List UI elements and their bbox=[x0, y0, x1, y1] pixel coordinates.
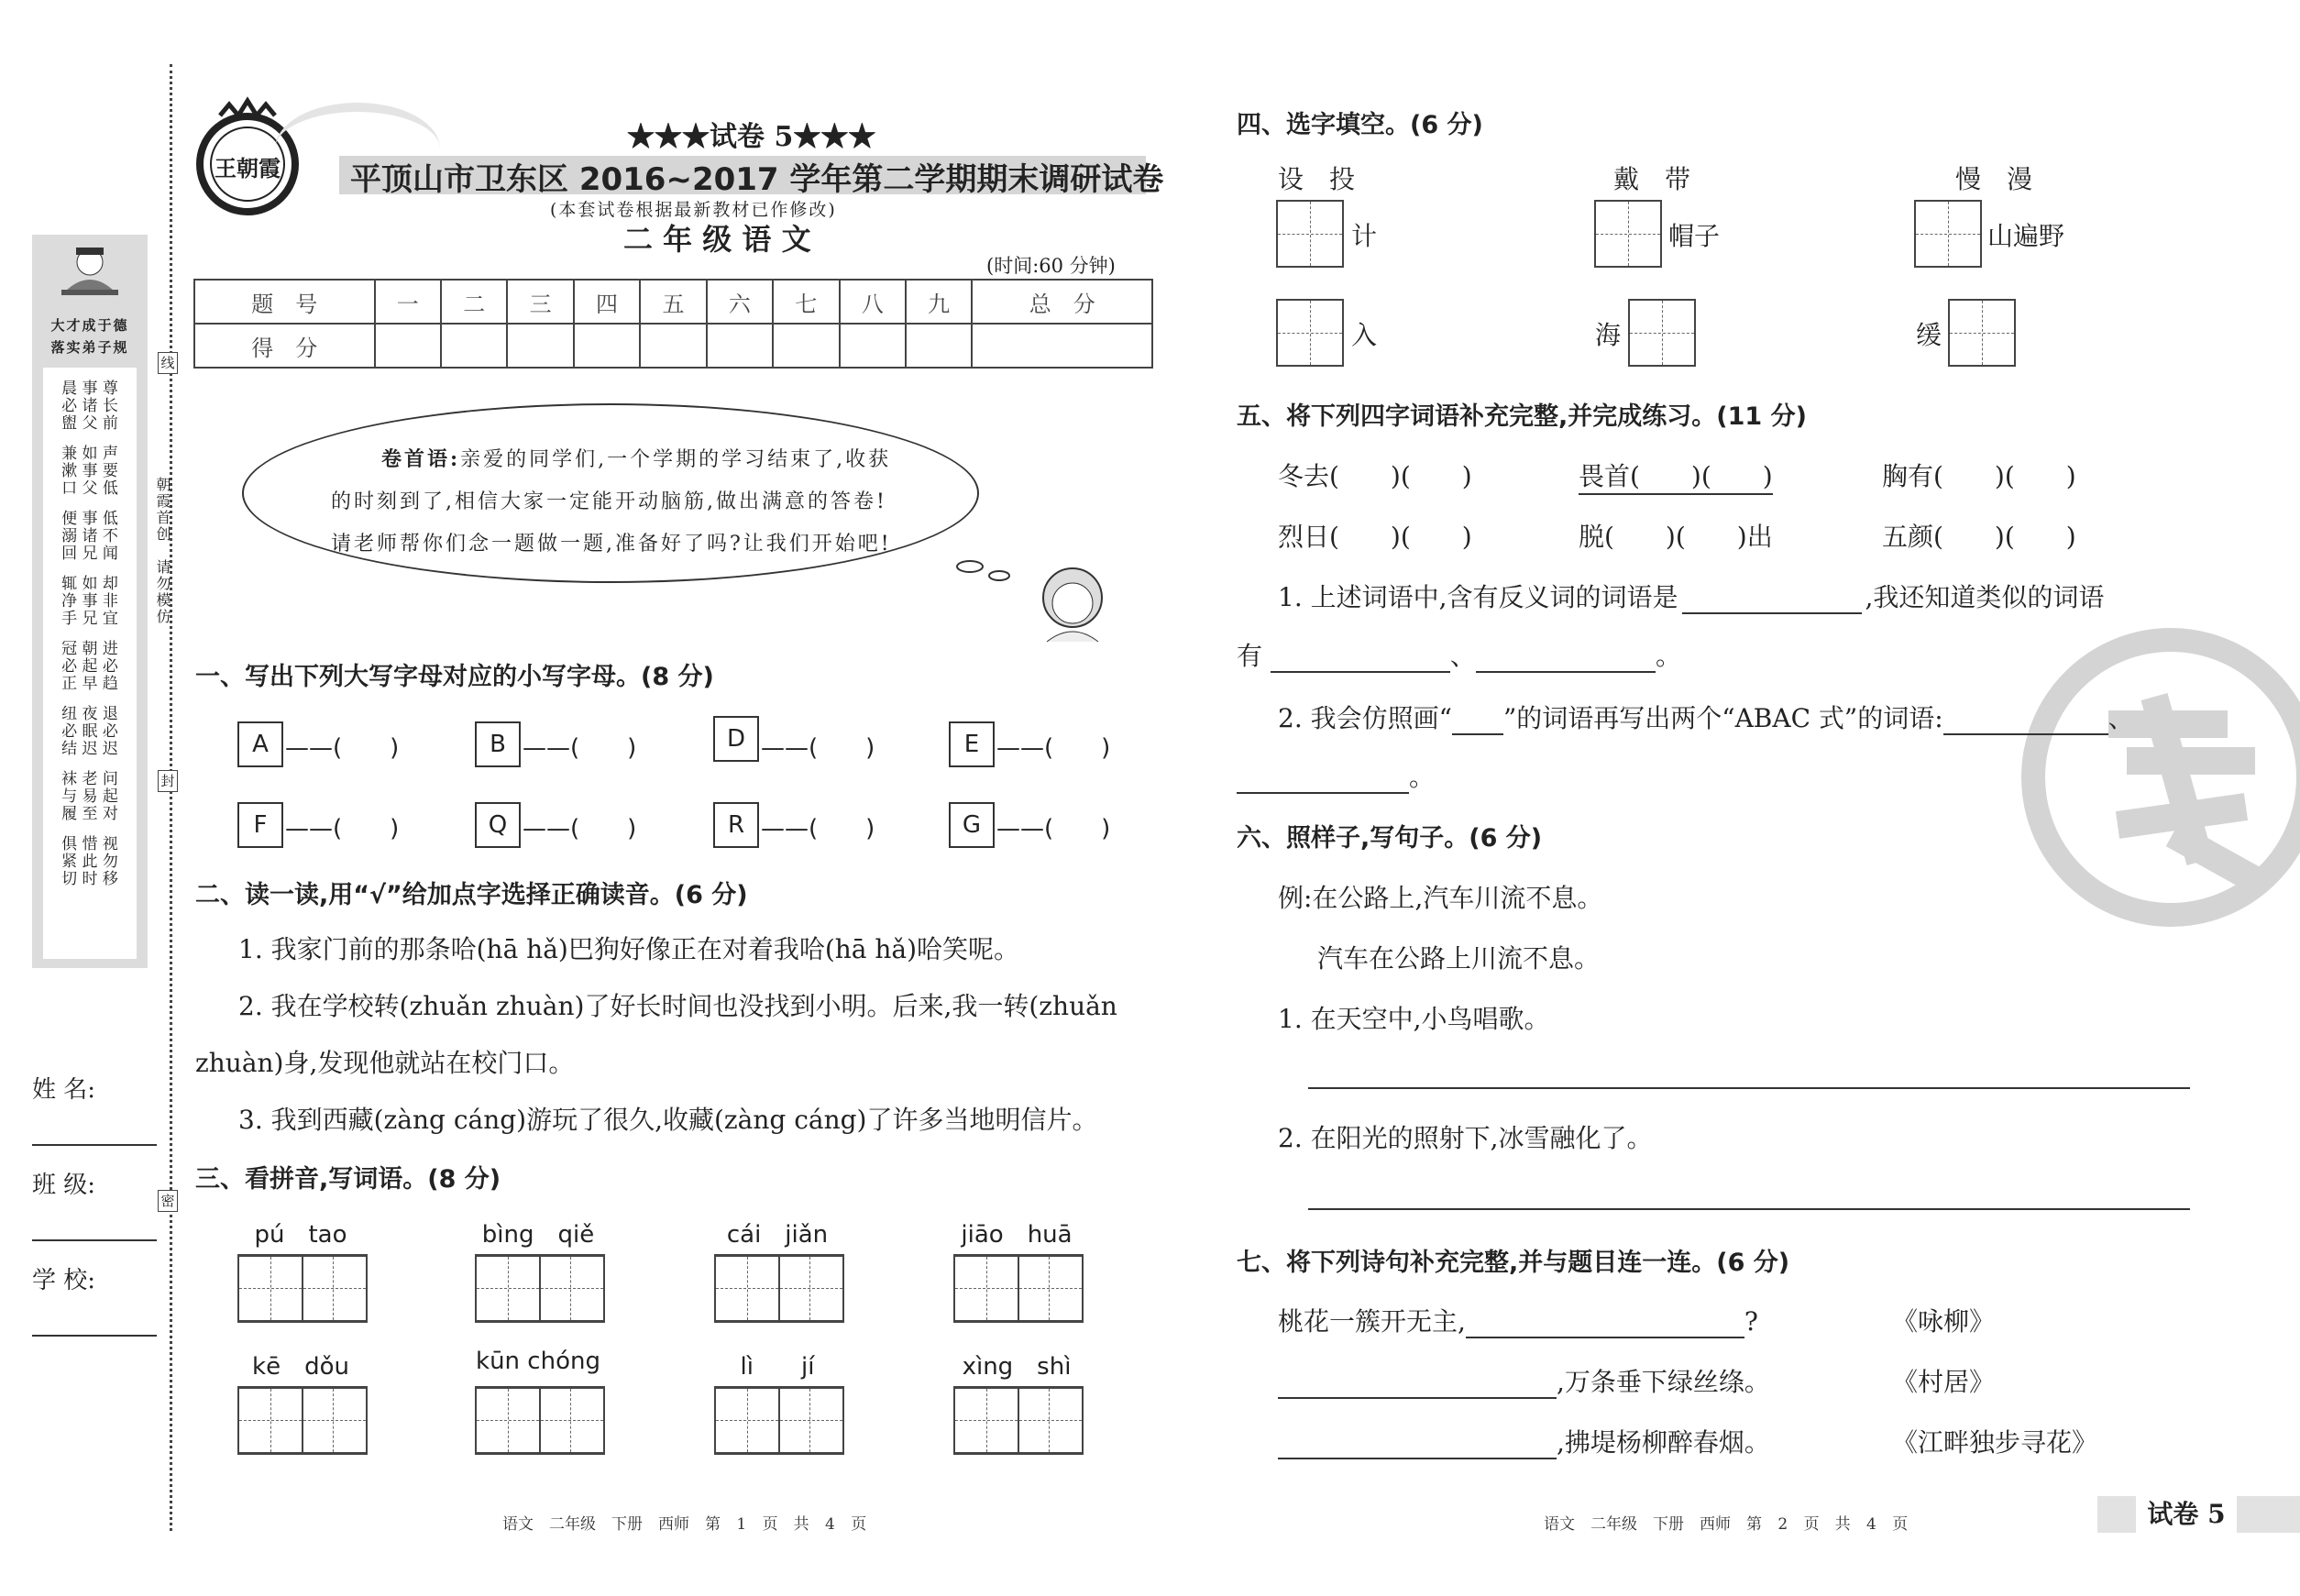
answer-blank[interactable] bbox=[1682, 582, 1862, 614]
poem-line: 纽 夜 退 bbox=[61, 705, 118, 723]
q6-example-answer: 汽车在公路上川流不息。 bbox=[1317, 943, 1601, 974]
q5-part-1-cont: 有 、 。 bbox=[1237, 641, 1681, 671]
series-label: ★★★试卷 5★★★ bbox=[627, 121, 876, 153]
watermark-seal-icon bbox=[2017, 623, 2300, 935]
poem-block bbox=[43, 380, 137, 433]
q5-p1-text: 1. 上述词语中,含有反义词的词语是 bbox=[1278, 582, 1678, 612]
poem-line: 切 时 移 bbox=[61, 870, 118, 888]
capital-letter-box: G bbox=[949, 802, 995, 848]
poem-block bbox=[43, 576, 137, 628]
score-header-cell: 二 bbox=[441, 280, 507, 324]
class-field[interactable] bbox=[32, 1239, 157, 1241]
capital-letter-box: B bbox=[475, 721, 521, 767]
capital-letter-box: D bbox=[713, 716, 759, 762]
answer-blank[interactable] bbox=[1278, 1367, 1557, 1399]
q2-sentence-2b: zhuàn)身,发现他就站在校门口。 bbox=[195, 1048, 575, 1078]
poem-line: 溺 诸 不 bbox=[61, 527, 118, 545]
pinyin-label: jiāo huā bbox=[961, 1221, 1073, 1249]
poem-line: 回 兄 闻 bbox=[61, 545, 118, 563]
school-label: 学 校: bbox=[32, 1267, 96, 1294]
poem-line: 晨 事 尊 bbox=[61, 380, 118, 398]
q6-sentence-1: 1. 在天空中,小鸟唱歌。 bbox=[1278, 1004, 1550, 1034]
score-header-row bbox=[194, 280, 1152, 324]
score-header-cell: 题 号 bbox=[194, 280, 375, 324]
q6-example: 例:在公路上,汽车川流不息。 bbox=[1278, 883, 1603, 913]
q2-sentence-1: 1. 我家门前的那条哈(hā hǎ)巴狗好像正在对着我哈(hā hǎ)哈笑呢。 bbox=[238, 934, 1020, 964]
capital-letter-box: E bbox=[949, 721, 995, 767]
poem-line: 袜 老 问 bbox=[61, 770, 118, 788]
q5-idiom: 脱( )( )出 bbox=[1579, 522, 1773, 552]
score-cell[interactable] bbox=[972, 324, 1152, 368]
lowercase-answer-blank[interactable]: ——( ) bbox=[761, 734, 875, 762]
writing-grid[interactable] bbox=[475, 1254, 605, 1323]
score-header-cell: 五 bbox=[640, 280, 706, 324]
q4-word: 山遍野 bbox=[1987, 221, 2065, 251]
intro-line-2: 的时刻到了,相信大家一定能开动脑筋,做出满意的答卷! bbox=[331, 490, 887, 513]
q7-line-3-text: ,拂堤杨柳醉春烟。 bbox=[1557, 1427, 1770, 1458]
seal-mark-secret: 密 bbox=[158, 1190, 178, 1212]
score-row-label: 得 分 bbox=[194, 324, 375, 368]
pinyin-label: kē dǒu bbox=[252, 1353, 349, 1381]
poem-line: 手 兄 宜 bbox=[61, 610, 118, 628]
school-field[interactable] bbox=[32, 1335, 157, 1337]
q5-part-2: 2. 我会仿照画“ ”的词语再写出两个“ABAC 式”的词语: 、 bbox=[1278, 703, 2134, 733]
poem-line: 漱 事 要 bbox=[61, 462, 118, 480]
lowercase-answer-blank[interactable]: ——( ) bbox=[523, 734, 637, 762]
sidebar-motto-1: 大才成于德 bbox=[50, 317, 129, 334]
score-cell[interactable] bbox=[707, 324, 773, 368]
writing-grid[interactable] bbox=[714, 1386, 844, 1455]
q7-line-2-text: ,万条垂下绿丝绦。 bbox=[1557, 1367, 1770, 1397]
answer-blank[interactable] bbox=[1476, 641, 1656, 673]
poem-line: 紧 此 勿 bbox=[61, 853, 118, 871]
intro-line-1: 亲爱的同学们,一个学期的学习结束了,收获 bbox=[460, 448, 892, 471]
poem-line: 冠 朝 进 bbox=[61, 640, 118, 658]
pinyin-label: pú tao bbox=[254, 1221, 347, 1249]
score-cell[interactable] bbox=[574, 324, 640, 368]
score-cell[interactable] bbox=[441, 324, 507, 368]
poem-line: 盥 父 前 bbox=[61, 414, 118, 433]
lowercase-answer-blank[interactable]: ——( ) bbox=[761, 815, 875, 842]
poem-line: 兼 如 声 bbox=[61, 445, 118, 463]
writing-grid[interactable] bbox=[237, 1254, 368, 1323]
underline-sample bbox=[1452, 703, 1503, 735]
binding-line bbox=[170, 64, 172, 1531]
q2-title: 二、读一读,用“√”给加点字选择正确读音。(6 分) bbox=[195, 881, 748, 909]
seal-mark-seal: 封 bbox=[158, 770, 178, 792]
q4-word: 入 bbox=[1351, 320, 1378, 350]
pinyin-label: cái jiǎn bbox=[726, 1221, 829, 1249]
class-label: 班 级: bbox=[32, 1172, 96, 1199]
student-reading-icon bbox=[58, 246, 122, 303]
exam-subject: 二 年 级 语 文 bbox=[623, 222, 811, 257]
score-header-cell: 三 bbox=[507, 280, 573, 324]
q4-word: 帽子 bbox=[1668, 221, 1721, 251]
girl-thinking-icon bbox=[944, 550, 1118, 651]
poem-line: 与 易 起 bbox=[61, 787, 118, 806]
q5-p2-text: 2. 我会仿照画“ bbox=[1278, 703, 1452, 733]
capital-letter-box: A bbox=[237, 721, 283, 767]
q4-answer-box[interactable] bbox=[1914, 200, 1982, 268]
q5-p1-text-3: 有 bbox=[1237, 641, 1263, 671]
q4-word: 缓 bbox=[1916, 320, 1942, 350]
q5-idiom: 胸有( )( ) bbox=[1882, 461, 2076, 491]
poem-line: 必 起 必 bbox=[61, 657, 118, 676]
pinyin-label: kūn chóng bbox=[476, 1348, 600, 1375]
score-cell[interactable] bbox=[906, 324, 972, 368]
poem-line: 必 眠 必 bbox=[61, 722, 118, 741]
q4-word: 海 bbox=[1595, 320, 1622, 350]
answer-blank[interactable] bbox=[1278, 1427, 1557, 1459]
q6-title: 六、照样子,写句子。(6 分) bbox=[1237, 824, 1543, 853]
q1-title: 一、写出下列大写字母对应的小写字母。(8 分) bbox=[195, 663, 714, 691]
q6-answer-line-1[interactable] bbox=[1308, 1087, 2190, 1089]
poem-line: 必 诸 长 bbox=[61, 397, 118, 415]
score-cell[interactable] bbox=[840, 324, 906, 368]
q4-pair-2: 戴 带 bbox=[1613, 164, 1691, 194]
sidebar-motto-2: 落实弟子规 bbox=[50, 339, 129, 356]
poem-line: 口 父 低 bbox=[61, 479, 118, 498]
q6-answer-line-2[interactable] bbox=[1308, 1208, 2190, 1210]
score-row bbox=[194, 324, 1152, 368]
q4-answer-box[interactable] bbox=[1948, 299, 2016, 367]
score-cell[interactable] bbox=[375, 324, 441, 368]
score-header-cell: 六 bbox=[707, 280, 773, 324]
q5-title: 五、将下列四字词语补充完整,并完成练习。(11 分) bbox=[1237, 402, 1807, 431]
q2-sentence-2a: 2. 我在学校转(zhuǎn zhuàn)了好长时间也没找到小明。后来,我一转(zhuǎn bbox=[238, 991, 1117, 1021]
capital-letter-box: R bbox=[713, 802, 759, 848]
score-table bbox=[193, 279, 1153, 369]
intro-bubble bbox=[242, 403, 979, 583]
poem-line: 结 迟 迟 bbox=[61, 740, 118, 758]
poem-line: 便 事 低 bbox=[61, 510, 118, 528]
q5-part-2-cont: 。 bbox=[1237, 757, 1435, 794]
score-header-cell: 七 bbox=[773, 280, 839, 324]
sidebar-panel bbox=[32, 235, 148, 968]
writing-grid[interactable] bbox=[475, 1386, 605, 1455]
exam-time: (时间:60 分钟) bbox=[986, 255, 1116, 277]
q4-pair-3: 慢 漫 bbox=[1955, 164, 2033, 194]
pinyin-label: bìng qiě bbox=[481, 1221, 595, 1249]
q7-line-1-end: ? bbox=[1744, 1306, 1758, 1337]
poem-block bbox=[43, 706, 137, 758]
q5-part-1 bbox=[1278, 578, 2104, 614]
writing-grid[interactable] bbox=[237, 1386, 368, 1455]
poem-line: 净 事 非 bbox=[61, 592, 118, 611]
q4-title: 四、选字填空。(6 分) bbox=[1237, 111, 1483, 139]
q4-answer-box[interactable] bbox=[1276, 200, 1344, 268]
poem-block bbox=[43, 836, 137, 888]
score-header-cell: 四 bbox=[574, 280, 640, 324]
copyright-note: 朝霞首创 请勿模仿 bbox=[154, 477, 171, 625]
poem-line: 俱 惜 视 bbox=[61, 835, 118, 853]
q7-line-1 bbox=[1278, 1302, 1758, 1338]
lowercase-answer-blank[interactable]: ——( ) bbox=[996, 734, 1111, 762]
footer-left: 语文 二年级 下册 西师 第 1 页 共 4 页 bbox=[502, 1515, 867, 1534]
q4-answer-box[interactable] bbox=[1594, 200, 1662, 268]
q7-line-3 bbox=[1278, 1423, 1770, 1459]
pinyin-label: lì jí bbox=[740, 1353, 815, 1381]
intro-label: 卷首语: bbox=[381, 447, 461, 471]
q5-idiom: 五颜( )( ) bbox=[1882, 522, 2076, 552]
name-field[interactable] bbox=[32, 1144, 157, 1146]
footer-right: 语文 二年级 下册 西师 第 2 页 共 4 页 bbox=[1544, 1515, 1909, 1534]
poem-line: 辄 如 却 bbox=[61, 575, 118, 593]
poem-block bbox=[43, 511, 137, 563]
seal-mark-line: 线 bbox=[158, 352, 178, 374]
lowercase-answer-blank[interactable]: ——( ) bbox=[285, 734, 400, 762]
exam-title: 平顶山市卫东区 2016~2017 学年第二学期期末调研试卷 bbox=[350, 161, 1164, 198]
exam-badge: 试卷 5 bbox=[2136, 1496, 2237, 1533]
capital-letter-box: F bbox=[237, 802, 283, 848]
answer-blank[interactable] bbox=[1466, 1306, 1744, 1338]
q7-poem-title[interactable]: 《村居》 bbox=[1892, 1367, 1996, 1397]
sidebar-poem bbox=[43, 368, 137, 959]
score-header-cell: 一 bbox=[375, 280, 441, 324]
writing-grid[interactable] bbox=[714, 1254, 844, 1323]
pinyin-label: xìng shì bbox=[962, 1353, 1072, 1381]
exam-note: (本套试卷根据最新教材已作修改) bbox=[550, 200, 837, 220]
score-cell[interactable] bbox=[773, 324, 839, 368]
q4-word: 计 bbox=[1351, 221, 1378, 251]
svg-text:王朝霞: 王朝霞 bbox=[215, 155, 281, 182]
q6-sentence-2: 2. 在阳光的照射下,冰雪融化了。 bbox=[1278, 1123, 1653, 1153]
q4-answer-box[interactable] bbox=[1628, 299, 1696, 367]
score-header-cell: 八 bbox=[840, 280, 906, 324]
score-header-cell: 总 分 bbox=[972, 280, 1152, 324]
q5-idiom: 烈日( )( ) bbox=[1278, 522, 1472, 552]
score-cell[interactable] bbox=[640, 324, 706, 368]
poem-block bbox=[43, 446, 137, 498]
poem-line: 履 至 对 bbox=[61, 805, 118, 823]
answer-blank[interactable] bbox=[1271, 641, 1450, 673]
lowercase-answer-blank[interactable]: ——( ) bbox=[523, 815, 637, 842]
q5-idiom-underlined: 畏首( )( ) bbox=[1579, 457, 1773, 495]
writing-grid[interactable] bbox=[953, 1386, 1084, 1455]
poem-block bbox=[43, 771, 137, 823]
capital-letter-box: Q bbox=[475, 802, 521, 848]
intro-line-3: 请老师帮你们念一题做一题,准备好了吗?让我们开始吧! bbox=[331, 533, 892, 556]
q7-line-2 bbox=[1278, 1362, 1770, 1399]
writing-grid[interactable] bbox=[953, 1254, 1084, 1323]
q4-answer-box[interactable] bbox=[1276, 299, 1344, 367]
q2-sentence-3: 3. 我到西藏(zàng cáng)游玩了很久,收藏(zàng cáng)了许多当地明信片。 bbox=[238, 1105, 1098, 1135]
q5-p1-text-2: ,我还知道类似的词语 bbox=[1865, 582, 2105, 612]
q7-title: 七、将下列诗句补充完整,并与题目连一连。(6 分) bbox=[1237, 1249, 1790, 1277]
score-cell[interactable] bbox=[507, 324, 573, 368]
q7-poem-title[interactable]: 《咏柳》 bbox=[1892, 1306, 1996, 1337]
poem-line: 正 早 趋 bbox=[61, 675, 118, 693]
lowercase-answer-blank[interactable]: ——( ) bbox=[996, 815, 1111, 842]
score-header-cell: 九 bbox=[906, 280, 972, 324]
answer-blank[interactable] bbox=[1943, 703, 2108, 735]
lowercase-answer-blank[interactable]: ——( ) bbox=[285, 815, 400, 842]
name-label: 姓 名: bbox=[32, 1076, 96, 1104]
q5-p2-text-2: ”的词语再写出两个“ABAC 式”的词语: bbox=[1502, 703, 1943, 733]
poem-block bbox=[43, 641, 137, 693]
answer-blank[interactable] bbox=[1237, 762, 1409, 794]
q5-idiom: 冬去( )( ) bbox=[1278, 461, 1472, 491]
q7-line-1-text: 桃花一簇开无主, bbox=[1278, 1306, 1466, 1337]
q3-title: 三、看拼音,写词语。(8 分) bbox=[195, 1165, 501, 1194]
q7-poem-title[interactable]: 《江畔独步寻花》 bbox=[1892, 1427, 2098, 1458]
q4-pair-1: 设 投 bbox=[1278, 164, 1356, 194]
